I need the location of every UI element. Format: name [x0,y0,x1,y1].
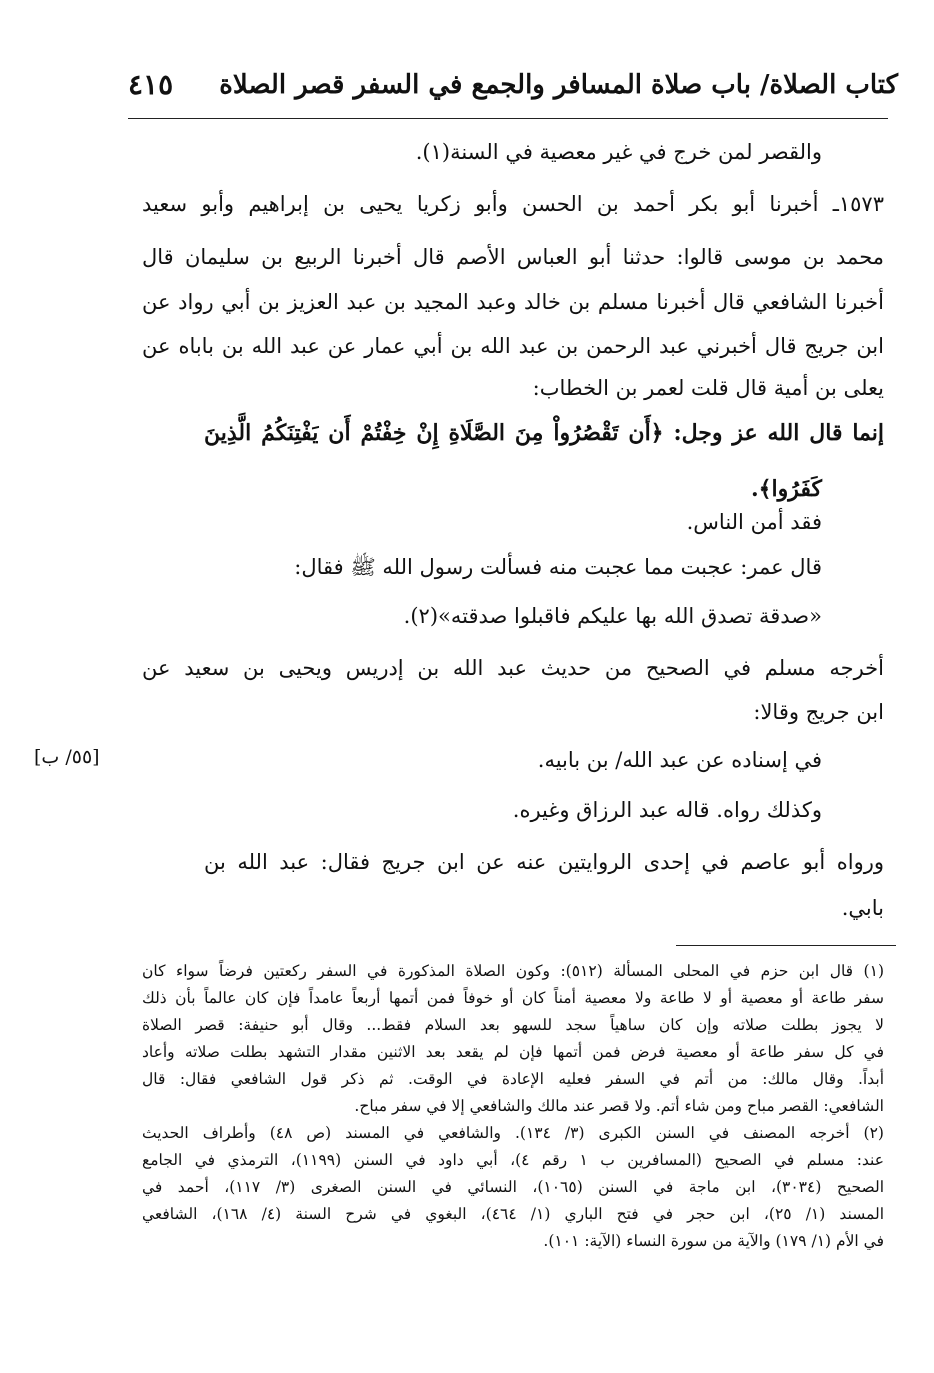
body-line: محمد بن موسى قالوا: حدثنا أبو العباس الأصم قال أخبرنا الربيع بن سليمان قال [142,245,884,269]
body-line: في إسناده عن عبد الله/ بن بابيه. [537,748,822,772]
footnote-line: أبداً. وقال مالك: من أتم في السفر فعليه الإعادة في الوقت. ثم ذكر قول الشافعي فقال: قال [142,1070,884,1088]
header-rule [128,118,888,119]
footnote-line: المسند (١/ ٢٥)، ابن حجر في فتح الباري (١/ ٤٦٤)، البغوي في شرح السنة (٤/ ١٦٨)، الشافعي [142,1205,885,1223]
body-line: ابن جريج وقالا: [753,700,884,724]
body-line: أخبرنا الشافعي قال أخبرنا مسلم بن خالد وعبد المجيد بن عبد العزيز بن أبي رواد عن [142,290,884,314]
page-number: ٤١٥ [128,68,174,101]
body-line: فقد أمن الناس. [686,510,822,534]
quran-verse-end: كَفَرُوا﴾. [750,476,822,502]
footnote-line: (١) قال ابن حزم في المحلى المسألة (٥١٢): وكون الصلاة المذكورة في السفر ركعتين فرضاً سواء كان [142,962,884,980]
footnote-line: عند: مسلم في الصحيح (المسافرين ب ١ رقم ٤)، أبي داود في السنن (١١٩٩)، الترمذي في الجامع [142,1151,884,1169]
body-line: ورواه أبو عاصم في إحدى الروايتين عنه عن ابن جريج فقال: عبد الله بن [204,850,884,874]
hadith-quote: «صدقة تصدق الله بها عليكم فاقبلوا صدقته»(٢). [403,604,822,628]
body-line: يعلى بن أمية قال قلت لعمر بن الخطاب: [532,376,884,400]
quran-verse-line: إنما قال الله عز وجل: ﴿أَن تَقْصُرُواْ مِنَ الصَّلَاةِ إِنْ خِفْتُمْ أَن يَفْتِنَكُمُ الَّذِينَ [204,420,884,446]
footnote-line: الشافعي: القصر مباح ومن شاء أتم. ولا قصر عند مالك والشافعي إلا في سفر مباح. [354,1097,884,1115]
footnote-rule [676,945,896,946]
body-line: بابي. [841,896,884,920]
hadith-opening-line: ١٥٧٣ـ أخبرنا أبو بكر أحمد بن الحسن وأبو زكريا يحيى بن إبراهيم وأبو سعيد [142,192,884,216]
body-line: والقصر لمن خرج في غير معصية في السنة(١). [415,140,822,164]
manuscript-folio-ref: [٥٥/ ب] [34,746,100,768]
footnote-line: في كل سفر طاعة أو معصية فرض فمن أتمها فإن لم يقعد بعد الاثنين مقدار التشهد بطلت صلاته وأعاد [142,1043,884,1061]
footnote-line: الصحيح (٣٠٣٤)، ابن ماجة في السنن (١٠٦٥)، النسائي في السنن الصغرى (٣/ ١١٧)، أحمد في [142,1178,884,1196]
body-line: قال عمر: عجبت مما عجبت منه فسألت رسول الله ﷺ فقال: [294,555,822,579]
footnote-line: في الأم (١/ ١٧٩) والآية من سورة النساء (الآية: ١٠١). [543,1232,884,1250]
body-line: وكذلك رواه. قاله عبد الرزاق وغيره. [512,798,822,822]
footnote-line: (٢) أخرجه المصنف في السنن الكبرى (٣/ ١٣٤). والشافعي في المسند (ص ٤٨) وأطراف الحديث [142,1124,884,1142]
running-header [128,66,898,106]
chapter-title: كتاب الصلاة/ باب صلاة المسافر والجمع في السفر قصر الصلاة [219,70,898,100]
footnote-line: لا يجوز بطلت صلاته وإن كان ساهياً سجد للسهو بعد السلام فقط... وقال أبو حنيفة: قصر الصلاة [142,1016,884,1034]
body-line: أخرجه مسلم في الصحيح من حديث عبد الله بن إدريس ويحيى بن سعيد عن [142,656,884,680]
body-line: ابن جريج قال أخبرني عبد الرحمن بن عبد الله بن أبي عمار عن عبد الله بن باباه عن [142,334,884,358]
footnote-line: سفر طاعة أو معصية أو لا طاعة ولا معصية أمناً كان أو خوفاً فمن أتمها أربعاً عامداً فإن كان عالماً بأن ذلك [142,989,884,1007]
